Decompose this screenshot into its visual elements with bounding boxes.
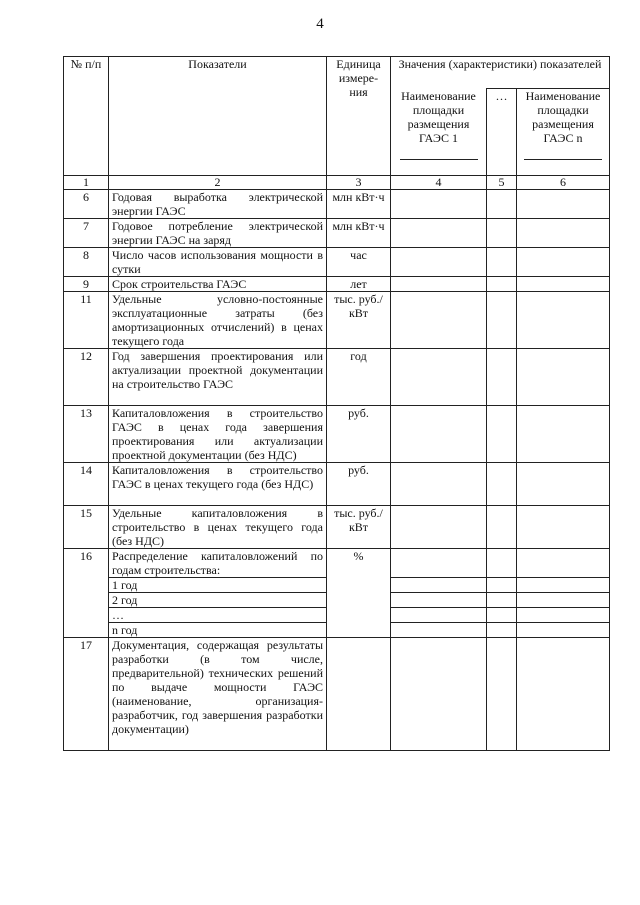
table-row — [64, 219, 610, 248]
row-value-ellipsis — [487, 406, 517, 463]
row-value-ellipsis — [487, 638, 517, 751]
row-value-site-n — [517, 578, 610, 593]
row-number: 6 — [64, 190, 109, 219]
row-number: 13 — [64, 406, 109, 463]
table-row — [64, 277, 610, 292]
row-value-ellipsis — [487, 248, 517, 277]
row-value-site-1 — [391, 277, 487, 292]
header-site-n: Наименование площадки размещения ГАЭС n — [517, 89, 610, 176]
row-indicator: Документация, содержащая результаты разработки (в том числе, предварительной) технических решений по выдаче мощности ГАЭС (наименование, организация-разработчик, год завершения разработки документации) — [109, 638, 327, 751]
row-value-site-n — [517, 623, 610, 638]
colnum: 3 — [327, 176, 391, 190]
row-unit: тыс. руб./кВт — [327, 292, 391, 349]
row-value-site-n — [517, 593, 610, 608]
row-value-site-n — [517, 463, 610, 506]
row-value-site-n — [517, 406, 610, 463]
row-value-site-n — [517, 190, 610, 219]
row-value-site-1 — [391, 506, 487, 549]
row-value-site-1 — [391, 638, 487, 751]
row-unit: млн кВт·ч — [327, 219, 391, 248]
row-number: 9 — [64, 277, 109, 292]
header-row — [64, 57, 610, 89]
row-number: 7 — [64, 219, 109, 248]
table-row — [64, 190, 610, 219]
indicators-table — [63, 56, 610, 751]
page-number: 4 — [316, 16, 324, 32]
table-row — [64, 248, 610, 277]
table-row — [64, 506, 610, 549]
row-indicator: Распределение капиталовложений по годам строительства: — [109, 549, 327, 578]
year-label: 2 год — [109, 593, 327, 608]
row-value-site-n — [517, 349, 610, 406]
row-value-site-1 — [391, 190, 487, 219]
row-value-ellipsis — [487, 506, 517, 549]
row-value-site-n — [517, 277, 610, 292]
row-value-site-n — [517, 248, 610, 277]
row-indicator: Годовая выработка электрической энергии ГАЭС — [109, 190, 327, 219]
row-value-site-n — [517, 638, 610, 751]
row-value-ellipsis — [487, 608, 517, 623]
row-value-site-1 — [391, 349, 487, 406]
row-value-site-n — [517, 292, 610, 349]
row-value-site-1 — [391, 623, 487, 638]
row-value-site-1 — [391, 578, 487, 593]
row-value-site-n — [517, 549, 610, 578]
row-value-ellipsis — [487, 349, 517, 406]
row-number: 11 — [64, 292, 109, 349]
row-value-ellipsis — [487, 277, 517, 292]
colnum: 1 — [64, 176, 109, 190]
row-value-site-1 — [391, 219, 487, 248]
row-indicator: Число часов использования мощности в сутки — [109, 248, 327, 277]
row-indicator: Капиталовложения в строительство ГАЭС в ценах года завершения проектирования или актуализации проектной документации (без НДС) — [109, 406, 327, 463]
row-indicator: Удельные условно-постоянные эксплуатационные затраты (без амортизационных отчислений) в ценах текущего года — [109, 292, 327, 349]
row-unit — [327, 638, 391, 751]
row-value-ellipsis — [487, 292, 517, 349]
colnum: 4 — [391, 176, 487, 190]
row-number: 16 — [64, 549, 109, 638]
row-number: 8 — [64, 248, 109, 277]
row-value-site-1 — [391, 406, 487, 463]
row-value-ellipsis — [487, 190, 517, 219]
table-row — [64, 638, 610, 751]
year-label: 1 год — [109, 578, 327, 593]
row-number: 12 — [64, 349, 109, 406]
colnum: 5 — [487, 176, 517, 190]
row-value-ellipsis — [487, 219, 517, 248]
colnum: 2 — [109, 176, 327, 190]
row-indicator: Капиталовложения в строительство ГАЭС в ценах текущего года (без НДС) — [109, 463, 327, 506]
header-site-1: Наименование площадки размещения ГАЭС 1 — [391, 89, 487, 176]
row-value-ellipsis — [487, 578, 517, 593]
row-unit: руб. — [327, 463, 391, 506]
header-unit: Единица измере-ния — [327, 57, 391, 176]
row-value-site-1 — [391, 593, 487, 608]
row-value-site-1 — [391, 608, 487, 623]
year-label: n год — [109, 623, 327, 638]
row-indicator: Годовое потребление электрической энергии ГАЭС на заряд — [109, 219, 327, 248]
header-indicators: Показатели — [109, 57, 327, 176]
row-value-ellipsis — [487, 623, 517, 638]
row-number: 14 — [64, 463, 109, 506]
header-ellipsis: … — [487, 89, 517, 176]
row-value-site-1 — [391, 549, 487, 578]
table-row — [64, 349, 610, 406]
row-indicator: Удельные капиталовложения в строительство в ценах текущего года (без НДС) — [109, 506, 327, 549]
colnum: 6 — [517, 176, 610, 190]
row-unit: час — [327, 248, 391, 277]
header-values-group: Значения (характеристики) показателей — [391, 57, 610, 89]
table-row — [64, 549, 610, 578]
row-unit: млн кВт·ч — [327, 190, 391, 219]
year-label: … — [109, 608, 327, 623]
row-value-site-n — [517, 506, 610, 549]
column-numbers-row — [64, 176, 610, 190]
row-value-site-n — [517, 608, 610, 623]
row-value-ellipsis — [487, 463, 517, 506]
row-unit: год — [327, 349, 391, 406]
row-value-site-n — [517, 219, 610, 248]
row-unit: лет — [327, 277, 391, 292]
row-value-site-1 — [391, 292, 487, 349]
table-row — [64, 406, 610, 463]
row-indicator: Год завершения проектирования или актуализации проектной документации на строительство ГАЭС — [109, 349, 327, 406]
row-value-site-1 — [391, 463, 487, 506]
row-number: 17 — [64, 638, 109, 751]
row-unit: % — [327, 549, 391, 638]
row-unit: тыс. руб./кВт — [327, 506, 391, 549]
row-number: 15 — [64, 506, 109, 549]
table-row — [64, 292, 610, 349]
row-value-site-1 — [391, 248, 487, 277]
header-num: № п/п — [64, 57, 109, 176]
row-indicator: Срок строительства ГАЭС — [109, 277, 327, 292]
row-value-ellipsis — [487, 593, 517, 608]
row-unit: руб. — [327, 406, 391, 463]
table-row — [64, 463, 610, 506]
row-value-ellipsis — [487, 549, 517, 578]
